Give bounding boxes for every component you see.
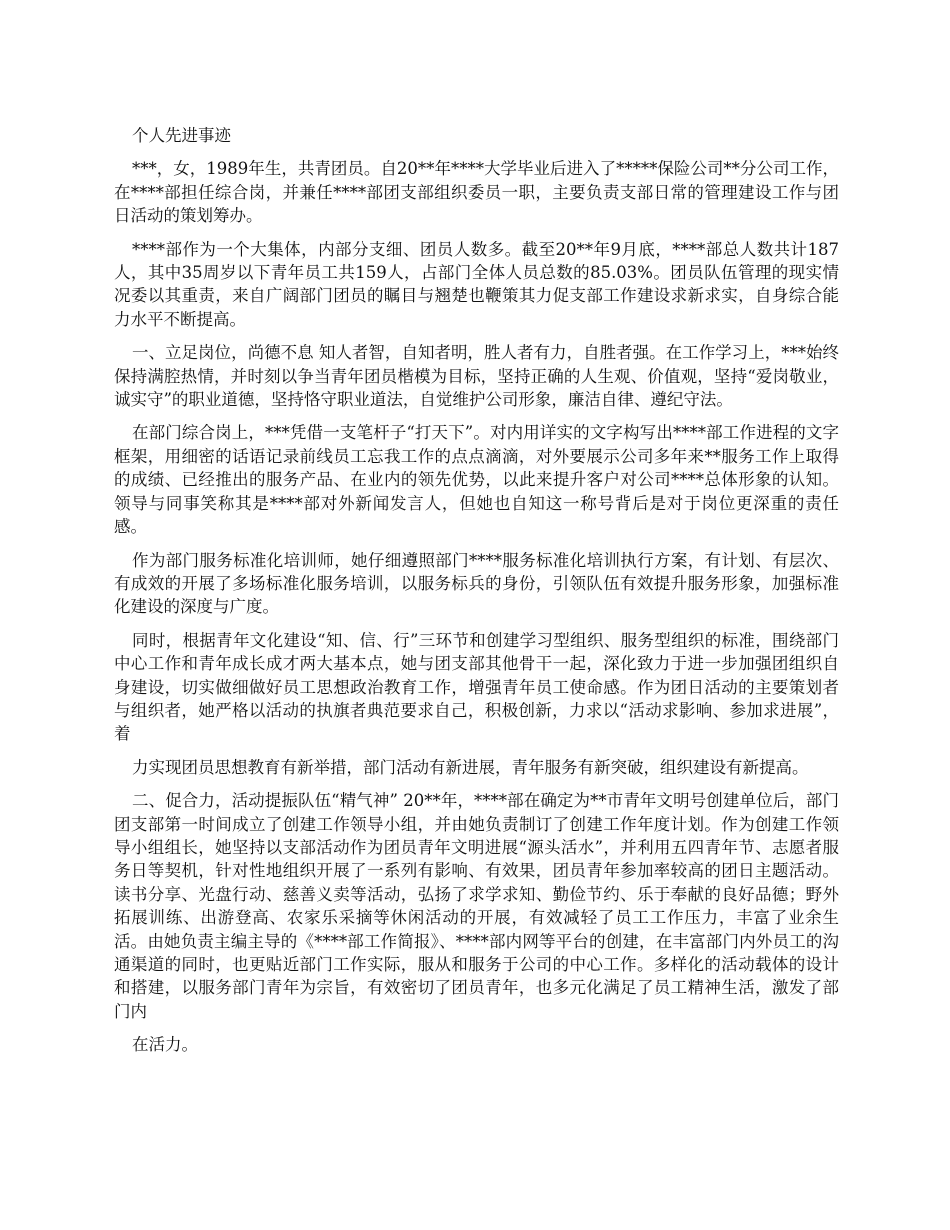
paragraph-section-one: 一、立足岗位，尚德不息 知人者智，自知者明，胜人者有力，自胜者强。在工作学习上，***始终保持满腔热情，并时刻以争当青年团员楷模为目标，坚持正确的人生观、价值观，坚持“爱岗敬业，诚实守”的职业道德，坚持恪守职业道法，自觉维护公司形象，廉洁自律、遵纪守法。 bbox=[114, 343, 839, 410]
paragraph-writing-role: 在部门综合岗上，***凭借一支笔杆子“打天下”。对内用详实的文字构写出****部工作进程的文字框架，用细密的话语记录前线员工忘我工作的点点滴滴，对外要展示公司多年来**服务工作上取得的成绩、已经推出的服务产品、在业内的领先优势，以此来提升客户对公司****总体形象的认知。领导与同事笑称其是****部对外新闻发言人，但她也自知这一称号背后是对于岗位更深重的责任感。 bbox=[114, 423, 839, 537]
paragraph-youth-culture: 同时，根据青年文化建设“知、信、行”三环节和创建学习型组织、服务型组织的标准，围绕部门中心工作和青年成长成才两大基本点，她与团支部其他骨干一起，深化致力于进一步加强团组织自身建设，切实做细做好员工思想政治教育工作，增强青年员工使命感。作为团日活动的主要策划者与组织者，她严格以活动的执旗者典范要求自己，积极创新，力求以“活动求影响、参加求进展”，着 bbox=[114, 630, 839, 744]
paragraph-trainer: 作为部门服务标准化培训师，她仔细遵照部门****服务标准化培训执行方案，有计划、有层次、有成效的开展了多场标准化服务培训，以服务标兵的身份，引领队伍有效提升服务形象，加强标准化建设的深度与广度。 bbox=[114, 550, 839, 617]
paragraph-results: 力实现团员思想教育有新举措，部门活动有新进展，青年服务有新突破，组织建设有新提高。 bbox=[132, 757, 809, 777]
paragraph-intro: ***，女，1989年生，共青团员。自20**年****大学毕业后进入了*****保险公司**分公司工作，在****部担任综合岗，并兼任****部团支部组织委员一职，主要负责支部日常的管理建设工作与团日活动的策划筹办。 bbox=[114, 159, 839, 226]
document-title: 个人先进事迹 bbox=[132, 126, 231, 145]
paragraph-closing: 在活力。 bbox=[132, 1035, 198, 1055]
paragraph-department: ****部作为一个大集体，内部分支细、团员人数多。截至20**年9月底，****部总人数共计187人，其中35周岁以下青年员工共159人，占部门全体人员总数的85.03%。团员队伍管理的现实情况委以其重责，来自广阔部门团员的瞩目与翘楚也鞭策其力促支部工作建设求新求实，自身综合能力水平不断提高。 bbox=[114, 239, 839, 329]
document-body bbox=[114, 124, 839, 1067]
paragraph-section-two: 二、促合力，活动提振队伍“精气神” 20**年，****部在确定为**市青年文明号创建单位后，部门团支部第一时间成立了创建工作领导小组，并由她负责制订了创建工作年度计划。作为创建工作领导小组组长，她坚持以支部活动作为团员青年文明进展“源头活水”，并利用五四青年节、志愿者服务日等契机，针对性地组织开展了一系列有影响、有效果，团员青年参加率较高的团日主题活动。读书分享、光盘行动、慈善义卖等活动，弘扬了求学求知、勤俭节约、乐于奉献的良好品德；野外拓展训练、出游登高、农家乐采摘等休闲活动的开展，有效减轻了员工工作压力，丰富了业余生活。由她负责主编主导的《****部工作简报》、****部内网等平台的创建，在丰富部门内外员工的沟通渠道的同时，也更贴近部门工作实际，服从和服务于公司的中心工作。多样化的活动载体的设计和搭建，以服务部门青年为宗旨，有效密切了团员青年，也多元化满足了员工精神生活，激发了部门内 bbox=[114, 791, 839, 1021]
